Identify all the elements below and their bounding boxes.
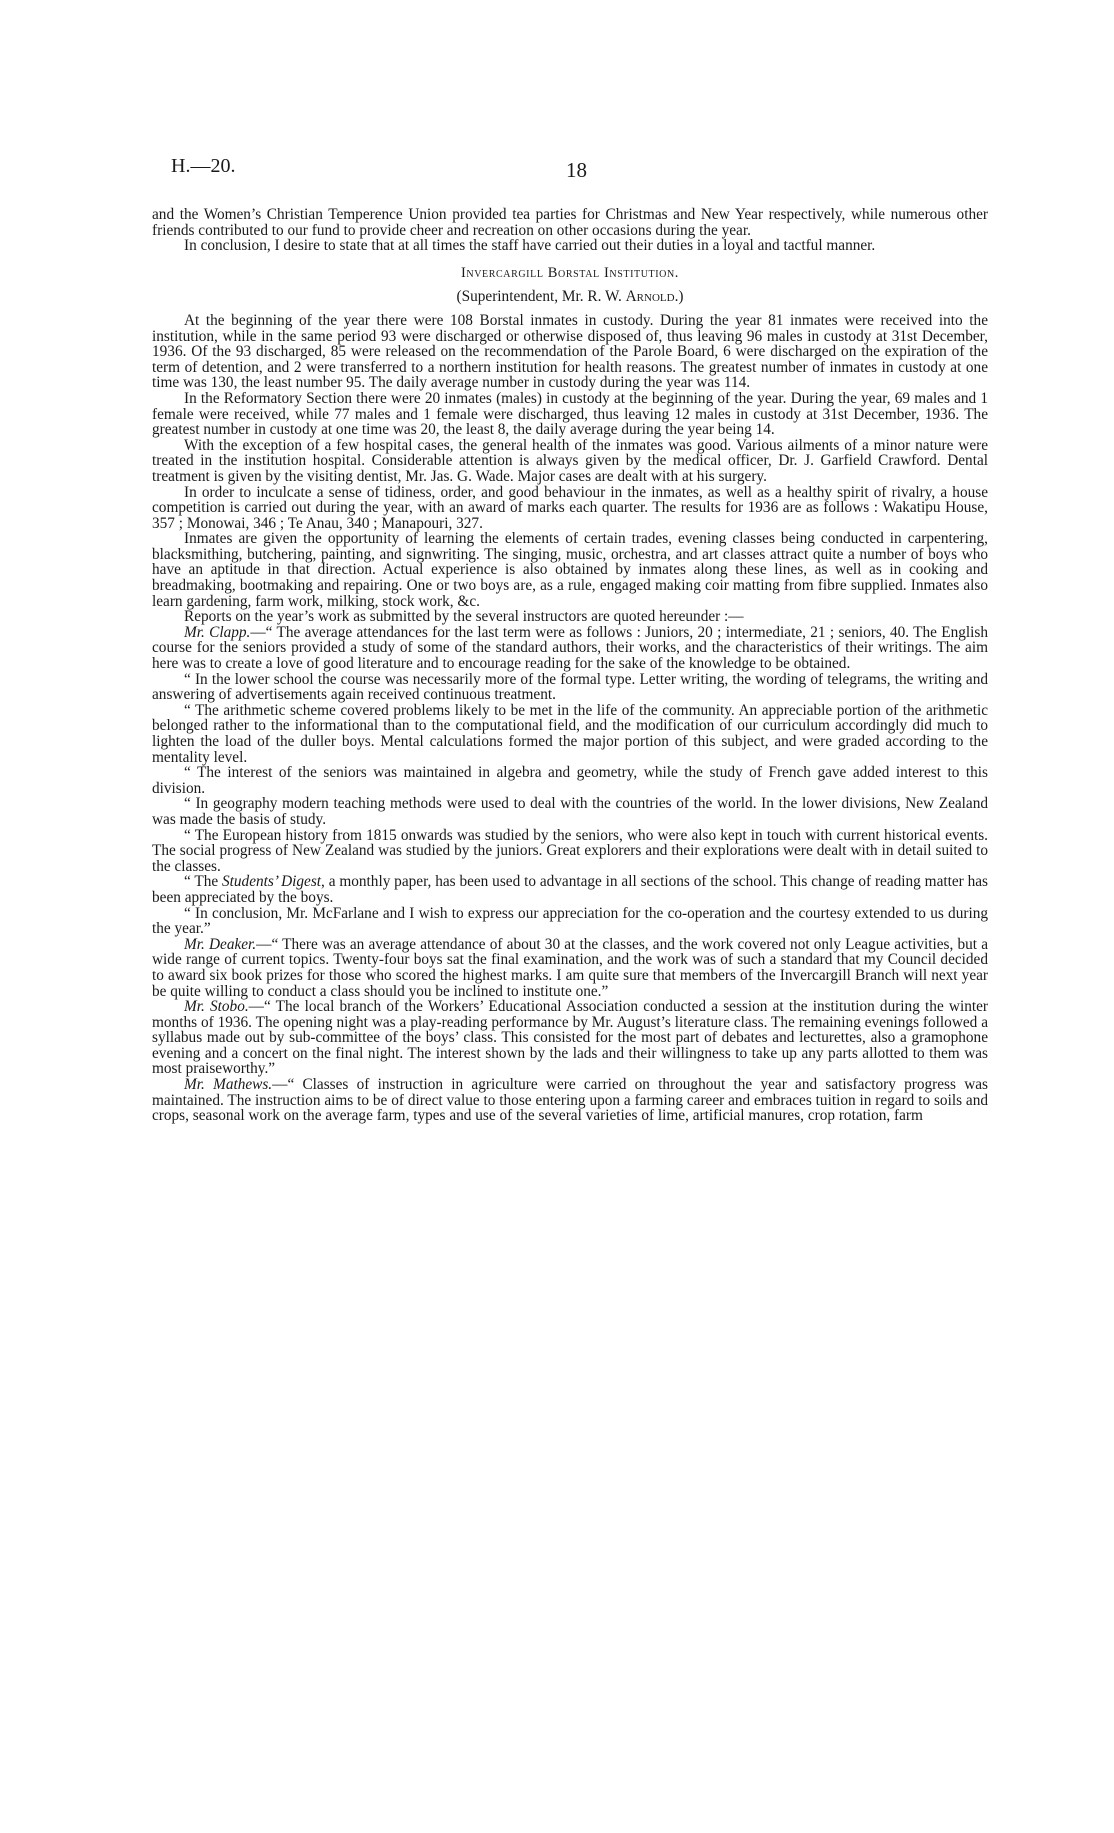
continued-paragraph: and the Women’s Christian Temperence Union provided tea parties for Christmas and New Year respectively, while numerous other friends contributed to our fund to provide cheer and recreation on other occasions during the year. bbox=[152, 206, 988, 239]
mathews-report bbox=[152, 1077, 988, 1124]
deaker-name: Mr. Deaker. bbox=[184, 935, 257, 953]
report-reference: H.—20. bbox=[171, 155, 236, 177]
mathews-text: —“ Classes of instruction in agriculture were carried on throughout the year and satisfactory progress was maintained. The instruction aims to be of direct value to those entering upon a farming career and embraces tuition in regard to soils and crops, seasonal work on the average farm, types and use of the several varieties of lime, artificial manures, crop rotation, farm bbox=[152, 1076, 988, 1125]
reformatory-paragraph: In the Reformatory Section there were 20 inmates (males) in custody at the beginning of the year. During the year, 69 males and 1 female were received, while 77 males and 1 female were discharged, thus leaving 12 males in custody at 31st December, 1936. The greatest number in custody at one time was 20, the least 8, the daily average during the year being 14. bbox=[152, 389, 988, 439]
deaker-text: —“ There was an average attendance of about 30 at the classes, and the work covered not only League activities, but a wide range of current topics. Twenty-four boys sat the final examination, and the work was of such a standard that my Council decided to award six book prizes for those who scored the highest marks. I am quite sure that members of the Invercargill Branch will next year be quite willing to conduct a class should you be inclined to institute one.” bbox=[152, 935, 988, 1000]
quote-conclusion: “ In conclusion, Mr. McFarlane and I wish to express our appreciation for the co-operation and the courtesy extended to us during the year.” bbox=[152, 904, 988, 938]
digest-post: , a monthly paper, has been used to advantage in all sections of the school. This change of reading matter has been appreciated by the boys. bbox=[152, 873, 988, 906]
digest-title: Students’ Digest bbox=[222, 873, 322, 891]
reports-intro-paragraph: Reports on the year’s work as submitted by the several instructors are quoted hereunder :— bbox=[184, 608, 744, 626]
quote-lower-school: “ In the lower school the course was necessarily more of the formal type. Letter writing, the wording of telegrams, the writing and answering of advertisements again received continuous treatment. bbox=[152, 670, 988, 704]
mathews-name: Mr. Mathews. bbox=[184, 1076, 273, 1094]
quote-geography: “ In geography modern teaching methods were used to deal with the countries of the world. In the lower divisions, New Zealand was made the basis of study. bbox=[152, 795, 988, 828]
superintendent-name: Arnold bbox=[625, 288, 675, 306]
subheading-suffix: .) bbox=[674, 288, 684, 306]
clapp-report bbox=[152, 625, 988, 672]
quote-arithmetic: “ The arithmetic scheme covered problems likely to be met in the life of the community. An appreciable portion of the arithmetic belonged rather to the informational than to the computational field, and the modification of our curriculum accordingly did much to lighten the load of the duller boys. Mental calculations formed the major portion of this subject, and were graded according to the mentality level. bbox=[152, 701, 988, 766]
stobo-name: Mr. Stobo. bbox=[184, 998, 249, 1016]
quote-history: “ The European history from 1815 onwards was studied by the seniors, who were also kept in touch with current historical events. The social progress of New Zealand was studied by the juniors. Great explorers and their explorations were dealt with in detail suited to the classes. bbox=[152, 826, 988, 875]
subheading-prefix: (Superintendent, Mr. R. W. bbox=[456, 288, 626, 306]
closing-paragraph: In conclusion, I desire to state that at all times the staff have carried out their duties in a loyal and tactful manner. bbox=[184, 237, 876, 255]
stobo-text: —“ The local branch of the Workers’ Educational Association conducted a session at the institution during the winter months of 1936. The opening night was a play-reading performance by Mr. August’s literature class. The remaining evenings followed a syllabus made out by sub-committee of the boys’ class. This consisted for the most part of debates and lecturettes, also a gramophone evening and a concert on the final night. The interest shown by the lads and their willingness to take up any parts allotted to them was most praiseworthy.” bbox=[152, 998, 988, 1078]
digest-pre: “ The bbox=[184, 873, 222, 891]
quote-digest bbox=[152, 874, 988, 905]
clapp-text: —“ The average attendances for the last term were as follows : Juniors, 20 ; intermediate, 21 ; seniors, 40. The English course for the seniors provided a study of some of the standard authors, their works, and the characteristics of their writings. The aim here was to create a love of good literature and to encourage reading for the sake of the knowledge to be obtained. bbox=[152, 623, 988, 673]
page-body bbox=[152, 207, 988, 1124]
deaker-report bbox=[152, 937, 988, 999]
section-heading: Invercargill Borstal Institution. bbox=[460, 264, 680, 281]
trades-paragraph: Inmates are given the opportunity of learning the elements of certain trades, evening classes being conducted in carpentering, blacksmithing, butchering, painting, and signwriting. The singing, music, orchestra, and art classes attract quite a number of boys who have an aptitude in that direction. Actual experience is also obtained by inmates along these lines, as well as in cooking and breadmaking, bootmaking and repairing. One or two boys are, as a rule, engaged making coir matting from fibre supplied. Inmates also learn gardening, farm work, milking, stock work, &c. bbox=[152, 530, 988, 610]
stobo-report bbox=[152, 999, 988, 1077]
clapp-name: Mr. Clapp. bbox=[184, 623, 251, 641]
custody-paragraph: At the beginning of the year there were 108 Borstal inmates in custody. During the year 81 inmates were received into the institution, while in the same period 93 were discharged or otherwise disposed of, thus leaving 96 males in custody at 31st December, 1936. Of the 93 discharged, 85 were released on the recommendation of the Parole Board, 6 were discharged on the expiration of the term of detention, and 2 were transferred to a northern institution for health reasons. The greatest number of inmates in custody at one time was 130, the least number 95. The daily average number in custody during the year was 114. bbox=[152, 311, 988, 392]
house-competition-paragraph: In order to inculcate a sense of tidiness, order, and good behaviour in the inmates, as well as a healthy spirit of rivalry, a house competition is carried out during the year, with an award of marks each quarter. The results for 1936 are as follows : Wakatipu House, 357 ; Monowai, 346 ; Te Anau, 340 ; Manapouri, 327. bbox=[152, 483, 988, 532]
section-subheading bbox=[152, 289, 988, 305]
health-paragraph: With the exception of a few hospital cases, the general health of the inmates was good. Various ailments of a minor nature were treated in the institution hospital. Considerable attention is always given by the medical officer, Dr. J. Garfield Crawford. Dental treatment is given by the visiting dentist, Mr. Jas. G. Wade. Major cases are dealt with at his surgery. bbox=[152, 436, 988, 485]
quote-algebra: “ The interest of the seniors was maintained in algebra and geometry, while the study of French gave added interest to this division. bbox=[152, 764, 988, 797]
page-number: 18 bbox=[566, 158, 587, 182]
